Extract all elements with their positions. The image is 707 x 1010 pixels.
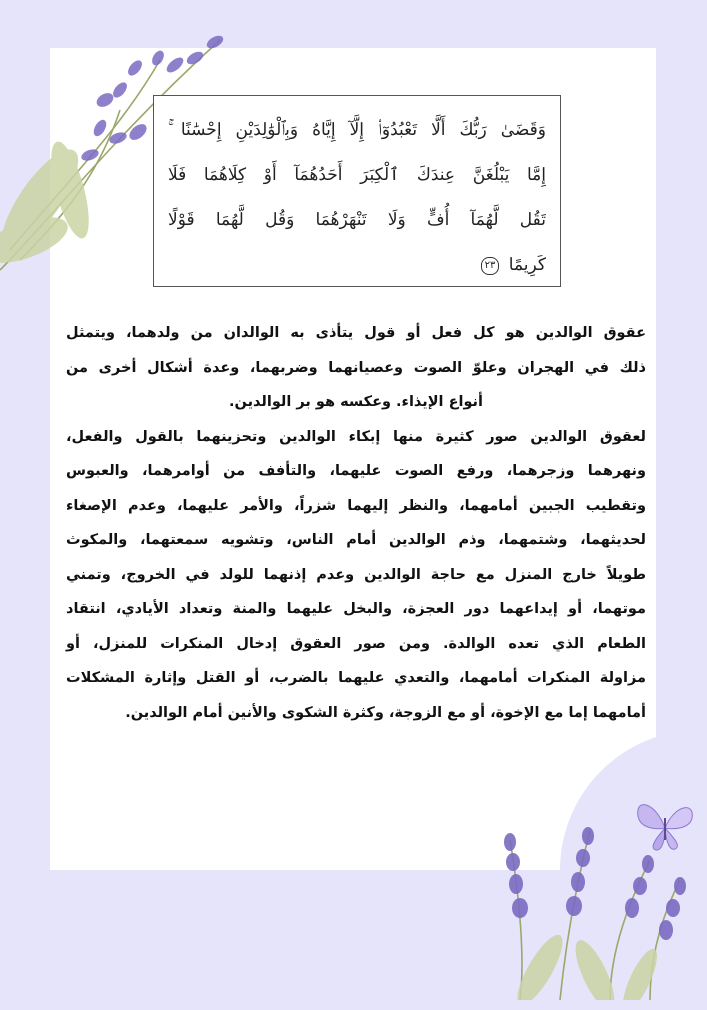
- verse-line: إِمَّا يَبْلُغَنَّ عِندَكَ ٱلْكِبَرَ أَحَدُهُمَآ أَوْ كِلَاهُمَا فَلَا: [168, 165, 546, 185]
- verse-line: تَقُل لَّهُمَآ أُفٍّ وَلَا تَنْهَرْهُمَا وَقُل لَّهُمَا قَوْلًا: [168, 210, 546, 230]
- paragraph-line: ونهرهما وزجرهما، ورفع الصوت عليهما، والتأفف من أوامرهما، والعبوس: [66, 463, 646, 479]
- paragraph-line: موتهما، أو إيداعهما دور العجزة، والبخل عليهما والمنة وتعداد الأيادي، انتقاد: [66, 601, 646, 617]
- paragraph-line: وتقطيب الجبين أمامهما، والنظر إليهما شزراً، والأمر عليهما، وعدم الإصغاء: [66, 497, 646, 514]
- verse-line: وَقَضَىٰ رَبُّكَ أَلَّا تَعْبُدُوٓا۟ إِلَّآ إِيَّاهُ وَبِٱلْوَٰلِدَيْنِ إِحْسَٰنًا ۚ: [168, 120, 546, 140]
- verse-line-last: [168, 243, 546, 288]
- paragraph-line: الطعام الذي تعده الوالدة. ومن صور العقوق إدخال المنكرات للمنزل، أو: [66, 635, 646, 652]
- quran-verse-box: [153, 95, 561, 287]
- butterfly-icon: [630, 796, 700, 856]
- paragraph-line: لعقوق الوالدين صور كثيرة منها إبكاء الوالدين وتحزينهما بالقول والفعل،: [66, 428, 646, 445]
- article-body: [66, 316, 646, 730]
- ayah-number-badge: ٢٣: [481, 257, 500, 275]
- paragraph-line: عقوق الوالدين هو كل فعل أو قول يتأذى به الوالدان من ولدهما، ويتمثل: [66, 325, 646, 341]
- verse-word: كَرِيمًا: [508, 255, 546, 275]
- paragraph-line: أمامهما إما مع الإخوة، أو مع الزوجة، وكثرة الشكوى والأنين أمام الوالدين.: [125, 704, 646, 721]
- paragraph-line: أنواع الإيذاء. وعكسه هو بر الوالدين.: [229, 394, 483, 410]
- paragraph-line: ذلك في الهجران وعلوّ الصوت وعصيانهما وضربهما، وعدة أشكال أخرى من: [66, 359, 646, 376]
- paragraph-line: طويلاً خارج المنزل مع حاجة الوالدين وعدم إذنهما للولد في الخروج، وتمني: [66, 566, 646, 583]
- paragraph-line: مزاولة المنكرات أمامهما، والتعدي عليهما بالضرب، أو القتل وإثارة المشكلات: [66, 670, 646, 686]
- paragraph-line: لحديثهما، وشتمهما، وذم الوالدين أمام الناس، وتشويه سمعتهما، والمكوث: [66, 532, 646, 548]
